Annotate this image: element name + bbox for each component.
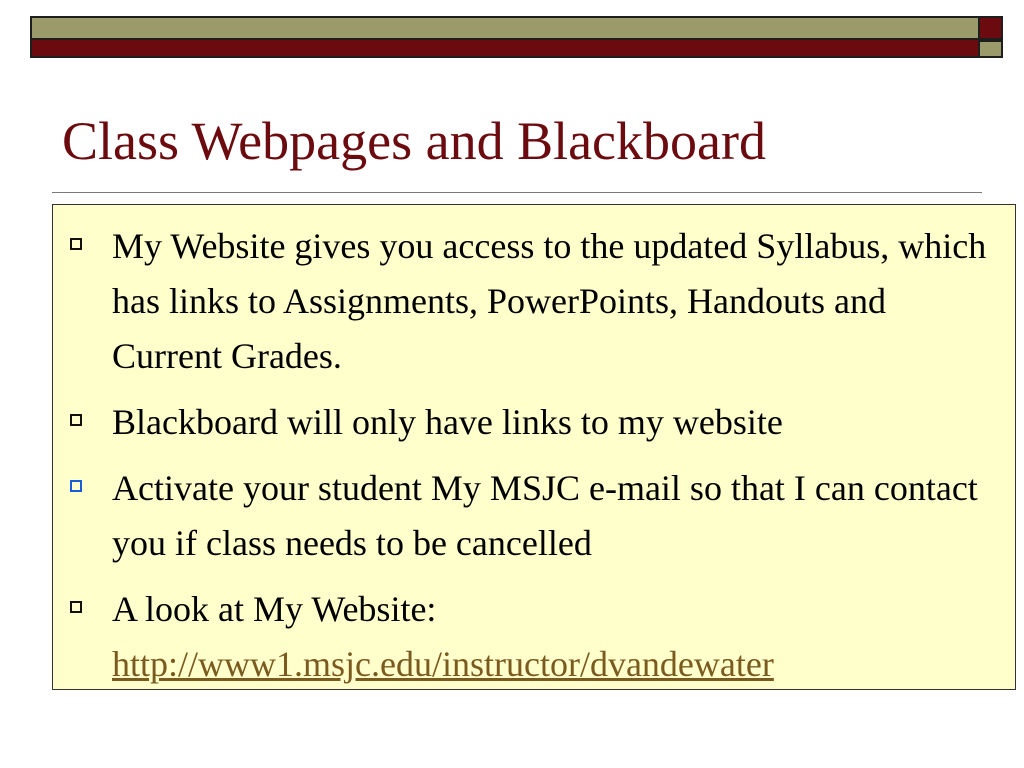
bullet-item-3 bbox=[67, 461, 997, 571]
top-banner bbox=[30, 16, 980, 58]
bullet-text: Blackboard will only have links to my website bbox=[112, 402, 783, 442]
hollow-square-bullet-icon bbox=[70, 601, 82, 613]
banner-olive-band bbox=[32, 18, 978, 40]
banner-corner-olive-block bbox=[978, 40, 1003, 58]
banner-corner-red-block bbox=[978, 16, 1003, 40]
bullet-text: Activate your student My MSJC e-mail so that I can contact you if class needs to be cancelled bbox=[112, 468, 978, 563]
content-box bbox=[52, 204, 1016, 690]
website-link[interactable]: http://www1.msjc.edu/instructor/dvandewater bbox=[112, 644, 774, 684]
bullet-text-with-link bbox=[112, 582, 774, 692]
hollow-square-bullet-icon bbox=[70, 414, 82, 426]
bullet-item-2 bbox=[67, 395, 997, 450]
bullet-list bbox=[67, 219, 997, 692]
bullet-item-1 bbox=[67, 219, 997, 384]
hollow-square-bullet-icon bbox=[70, 480, 82, 492]
bullet-item-4 bbox=[67, 582, 997, 692]
hollow-square-bullet-icon bbox=[70, 238, 82, 250]
bullet-text: My Website gives you access to the updated Syllabus, which has links to Assignments, PowerPoints, Handouts and Current Grades. bbox=[112, 226, 987, 376]
title-divider bbox=[52, 192, 982, 193]
slide-title: Class Webpages and Blackboard bbox=[62, 111, 766, 171]
bullet-text: A look at My Website: bbox=[112, 589, 437, 629]
